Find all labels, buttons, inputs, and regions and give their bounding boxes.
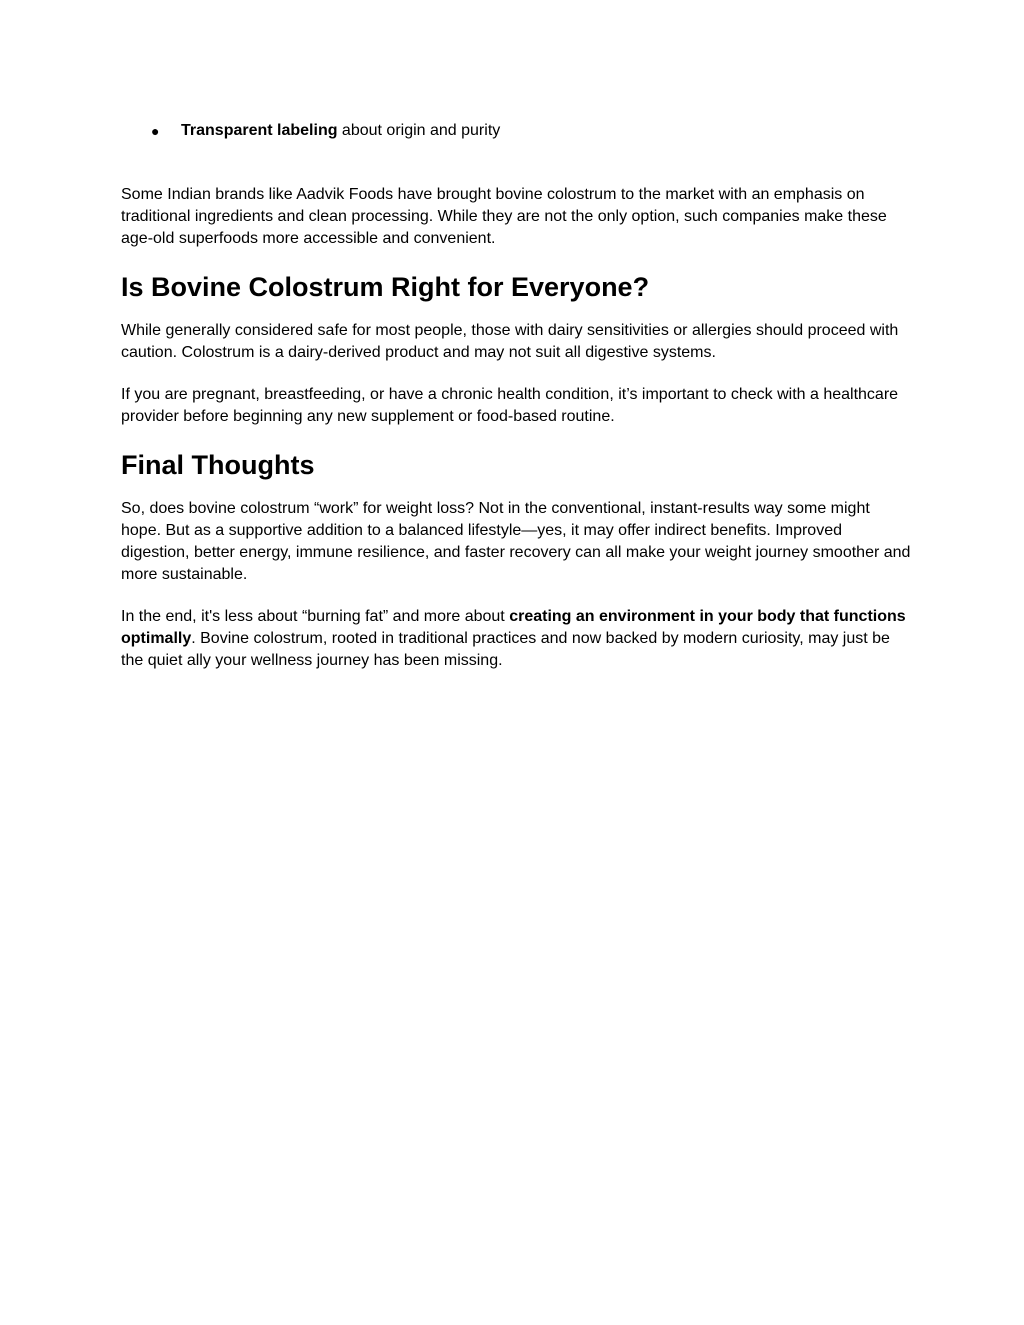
paragraph-brands: Some Indian brands like Aadvik Foods have brought bovine colostrum to the market with an emphasis on traditional ingredients and clean processing. While they are not the only option, such companies make these age-old superfoods more accessible and convenient. <box>121 186 887 247</box>
bullet-item-transparent-labeling <box>121 120 500 142</box>
bullet-bold-text: Transparent labeling <box>181 122 338 139</box>
heading-final-thoughts: Final Thoughts <box>121 450 315 480</box>
paragraph-in-the-end <box>121 606 911 672</box>
paragraph-in-the-end-rest: . Bovine colostrum, rooted in traditional practices and now backed by modern curiosity, may just be the quiet ally your wellness journey has been missing. <box>121 630 890 669</box>
bullet-list <box>121 120 500 142</box>
bullet-dot-icon: ● <box>151 123 160 139</box>
paragraph-safety: While generally considered safe for most people, those with dairy sensitivities or allergies should proceed with caution. Colostrum is a dairy-derived product and may not suit all digestive systems. <box>121 322 899 361</box>
paragraph-pregnant: If you are pregnant, breastfeeding, or have a chronic health condition, it’s important to check with a healthcare provider before beginning any new supplement or food-based routine. <box>121 386 899 425</box>
document-body <box>121 184 911 692</box>
paragraph-in-the-end-bold: creating an environment in your body that functions optimally <box>121 608 906 647</box>
paragraph-in-the-end-start: In the end, it's less about “burning fat” and more about <box>121 608 510 625</box>
paragraph-does-it-work: So, does bovine colostrum “work” for weight loss? Not in the conventional, instant-results way some might hope. But as a supportive addition to a balanced lifestyle—yes, it may offer indirect benefits. Improved digestion, better energy, immune resilience, and faster recovery can all make your weight journey smoother and more sustainable. <box>121 500 911 583</box>
bullet-text: about origin and purity <box>337 122 501 139</box>
heading-right-for-everyone: Is Bovine Colostrum Right for Everyone? <box>121 272 650 302</box>
